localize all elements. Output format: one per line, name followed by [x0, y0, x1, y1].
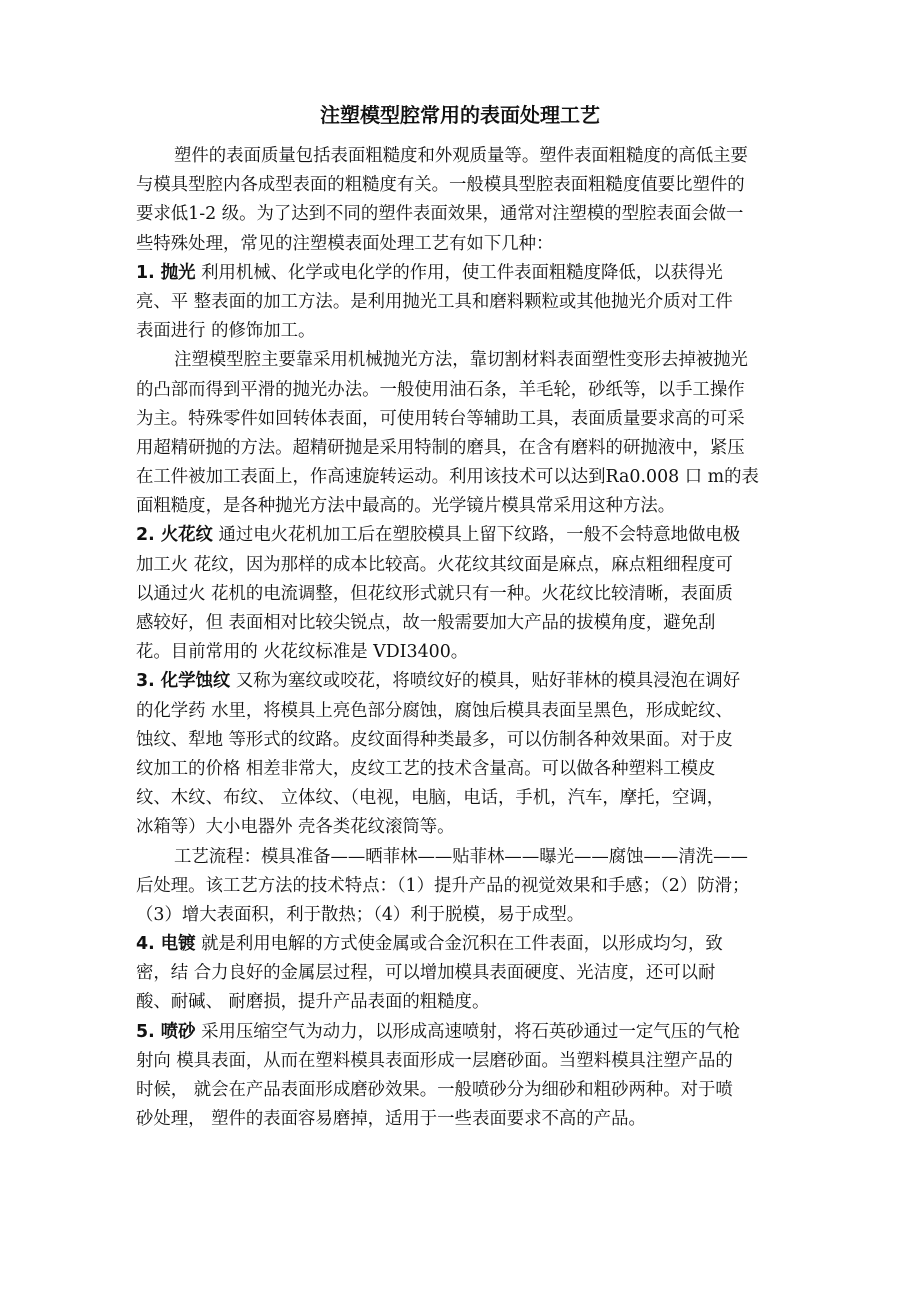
text-line: 工艺流程：模具准备——晒菲林——贴菲林——曝光——腐蚀——清洗—— — [174, 846, 748, 867]
text-line: 的化学药 水里，将模具上亮色部分腐蚀，腐蚀后模具表面呈黑色，形成蛇纹、 — [136, 700, 733, 721]
document-title: 注塑模型腔常用的表面处理工艺 — [320, 103, 600, 127]
text-line: 时候， 就会在产品表面形成磨砂效果。一般喷砂分为细砂和粗砂两种。对于喷 — [136, 1080, 733, 1100]
section-line — [136, 521, 791, 550]
text-line: 后处理。该工艺方法的技术特点：（1）提升产品的视觉效果和手感；（2）防滑； — [136, 875, 750, 896]
text-line: 要求低1-2 级。为了达到不同的塑件表面效果，通常对注塑模的型腔表面会做一 — [136, 204, 744, 225]
text-span: 利用机械、化学或电化学的作用，使工件表面粗糙度降低，以获得光 — [195, 262, 723, 283]
text-line: 密，结 合力良好的金属层过程，可以增加模具表面硬度、光洁度，还可以耐 — [136, 963, 716, 984]
section-heading-sandblasting: 5. 喷砂 — [136, 1021, 196, 1042]
text-line: 纹、木纹、布纹、 立体纹、（电视，电脑，电话，手机，汽车，摩托，空调， — [136, 788, 725, 809]
text-line: 些特殊处理，常见的注塑模表面处理工艺有如下几种： — [136, 233, 554, 254]
text-line: 与模具型腔内各成型表面的粗糙度有关。一般模具型腔表面粗糙度值要比塑件的 — [136, 175, 745, 196]
text-line: 加工火 花纹，因为那样的成本比较高。火花纹其纹面是麻点，麻点粗细程度可 — [136, 554, 733, 575]
section-heading-polishing: 1. 抛光 — [136, 262, 196, 283]
section-line — [136, 667, 791, 696]
section-line — [136, 1018, 791, 1047]
text-line: 酸、耐碱、 耐磨损，提升产品表面的粗糙度。 — [136, 992, 490, 1013]
section-line — [136, 930, 791, 959]
text-line: 在工件被加工表面上，作高速旋转运动。利用该技术可以达到Ra0.008 口 m的表 — [136, 467, 759, 488]
text-span: 就是利用电解的方式使金属或合金沉积在工件表面，以形成均匀，致 — [195, 934, 723, 955]
text-line: 亮、平 整表面的加工方法。是利用抛光工具和磨料颗粒或其他抛光介质对工件 — [136, 291, 733, 312]
text-line: 为主。特殊零件如回转体表面，可使用转台等辅助工具，表面质量要求高的可采 — [136, 408, 745, 429]
text-line: 射向 模具表面，从而在塑料模具表面形成一层磨砂面。当塑料模具注塑产品的 — [136, 1050, 733, 1071]
text-line: 塑件的表面质量包括表面粗糙度和外观质量等。塑件表面粗糙度的高低主要 — [174, 146, 748, 166]
text-line: 冰箱等）大小电器外 壳各类花纹滚筒等。 — [136, 817, 455, 838]
text-span: 通过电火花机加工后在塑胶模具上留下纹路，一般不会特意地做电极 — [212, 525, 741, 546]
text-span: 又称为塞纹或咬花，将喷纹好的模具，贴好菲林的模具浸泡在调好 — [230, 671, 741, 692]
text-line: 表面进行 的修饰加工。 — [136, 321, 316, 342]
section-heading-electroplating: 4. 电镀 — [136, 934, 196, 955]
section-line — [136, 259, 791, 288]
text-line: 花。目前常用的 火花纹标准是 VDI3400。 — [136, 642, 469, 663]
section-heading-chemical-etching: 3. 化学蚀纹 — [136, 671, 231, 692]
text-line: 以通过火 花机的电流调整，但花纹形式就只有一种。火花纹比较清晰，表面质 — [136, 583, 733, 604]
text-line: 砂处理， 塑件的表面容易磨掉，适用于一些表面要求不高的产品。 — [136, 1109, 646, 1130]
document-body — [136, 142, 791, 1134]
text-line: 用超精研抛的方法。超精研抛是采用特制的磨具，在含有磨料的研抛液中，紧压 — [136, 437, 745, 458]
text-line: 蚀纹、犁地 等形式的纹路。皮纹面得种类最多，可以仿制各种效果面。对于皮 — [136, 729, 733, 750]
section-heading-spark-texture: 2. 火花纹 — [136, 525, 213, 546]
text-line: 注塑模型腔主要靠采用机械抛光方法，靠切割材料表面塑性变形去掉被抛光 — [174, 350, 748, 371]
text-line: 感较好，但 表面相对比较尖锐点，故一般需要加大产品的拔模角度，避免刮 — [136, 613, 716, 633]
text-line: （3）增大表面积，利于散热；（4）利于脱模，易于成型。 — [136, 904, 585, 925]
text-span: 采用压缩空气为动力，以形成高速喷射，将石英砂通过一定气压的气枪 — [195, 1021, 741, 1042]
text-line: 面粗糙度，是各种抛光方法中最高的。光学镜片模具常采用这种方法。 — [136, 496, 676, 517]
text-line: 的凸部而得到平滑的抛光办法。一般使用油石条，羊毛轮，砂纸等，以手工操作 — [136, 379, 745, 400]
text-line: 纹加工的价格 相差非常大，皮纹工艺的技术含量高。可以做各种塑料工模皮 — [136, 758, 716, 779]
